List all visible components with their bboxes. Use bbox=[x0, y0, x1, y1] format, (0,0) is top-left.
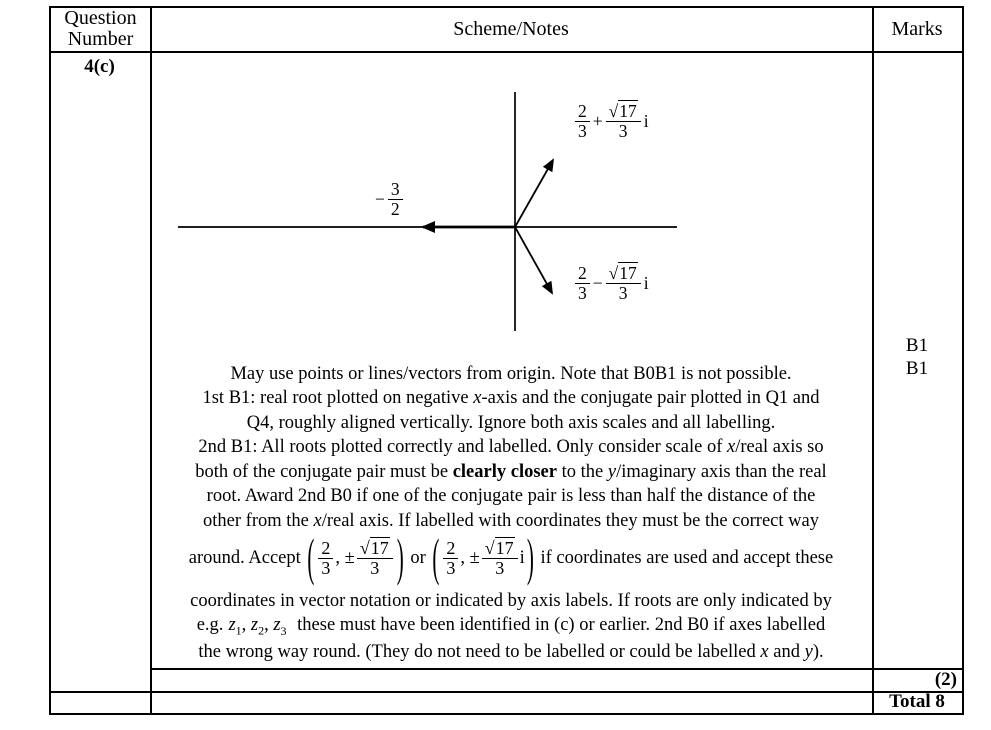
notes-line-2: 1st B1: real root plotted on negative x-axis and the conjugate pair plotted in Q1 and bbox=[202, 388, 820, 408]
mark-b1-first: B1 bbox=[905, 335, 929, 356]
notes-line-4: 2nd B1: All roots plotted correctly and labelled. Only consider scale of x/real axis so bbox=[198, 437, 824, 457]
total-marks: Total 8 bbox=[889, 691, 945, 712]
notes-line-3: Q4, roughly aligned vertically. Ignore both axis scales and all labelling. bbox=[246, 413, 776, 433]
imaginary-unit: i bbox=[643, 110, 649, 131]
notes-line-7: other from the x/real axis. If labelled with coordinates they must be the correct way bbox=[203, 511, 819, 531]
real-root-label bbox=[375, 180, 403, 219]
imaginary-unit: i bbox=[519, 548, 525, 568]
close-paren: ) bbox=[526, 527, 534, 587]
notes-line-6: root. Award 2nd B0 if one of the conjugate pair is less than half the distance of the bbox=[206, 486, 816, 506]
table-border-left bbox=[49, 6, 51, 715]
column-header-marks: Marks bbox=[891, 18, 943, 40]
table-border-right bbox=[962, 6, 964, 715]
total-row-divider bbox=[49, 691, 964, 693]
fraction-denominator: 3 bbox=[618, 120, 628, 141]
column-header-scheme-notes: Scheme/Notes bbox=[453, 18, 569, 40]
open-paren: ( bbox=[307, 527, 315, 587]
notes-line-8-accept-coordinates: around. Accept ( 2 3 , ± $\frac{√17}{3}$ ) or ( 2 3 , ± $\frac{√17}{3}$ i ) if coordinates are used and accept these bbox=[150, 530, 872, 587]
question-number: 4(c) bbox=[84, 56, 115, 77]
mark-b1-second: B1 bbox=[905, 358, 929, 379]
marks-awarded bbox=[872, 334, 962, 380]
fraction-denominator: 3 bbox=[578, 282, 587, 303]
column-header-question-number: Question Number bbox=[64, 7, 137, 50]
upper-root-label bbox=[575, 102, 649, 141]
notes-line-11: the wrong way round. (They do not need to be labelled or could be labelled x and y). bbox=[198, 642, 824, 662]
fraction-numerator: 3 bbox=[388, 180, 403, 200]
imaginary-unit: i bbox=[643, 272, 649, 293]
radical-sign: √ bbox=[608, 263, 619, 283]
argand-diagram bbox=[150, 50, 872, 360]
sqrt-numerator bbox=[606, 102, 641, 122]
fraction-numerator: 2 bbox=[575, 264, 590, 284]
radical-sign: √ bbox=[608, 101, 619, 121]
fraction-denominator: 3 bbox=[578, 120, 587, 141]
vector-lower-conjugate-root bbox=[515, 227, 552, 293]
fraction-denominator: 3 bbox=[618, 282, 628, 303]
minus-sign: − bbox=[375, 188, 385, 209]
notes-line-5: both of the conjugate pair must be clearly closer to the y/imaginary axis than the real bbox=[195, 462, 827, 482]
table-border-top bbox=[49, 6, 964, 8]
notes-line-10: e.g. $z_1$, $z_2$, $z_3$ these must have been identified in (c) or earlier. 2nd B0 if axes labelled bbox=[196, 615, 826, 638]
table-border-bottom bbox=[49, 713, 964, 715]
notes-line-1: May use points or lines/vectors from origin. Note that B0B1 is not possible. bbox=[230, 364, 792, 384]
notes-line-9: coordinates in vector notation or indicated by axis labels. If roots are only indicated by bbox=[190, 591, 832, 611]
vector-upper-conjugate-root bbox=[515, 160, 553, 227]
lower-root-label bbox=[575, 264, 649, 303]
fraction-numerator: 2 bbox=[575, 102, 590, 122]
part-total-row-divider bbox=[150, 668, 964, 670]
radicand: 17 bbox=[619, 101, 637, 121]
sqrt-numerator bbox=[606, 264, 641, 284]
open-paren: ( bbox=[432, 527, 440, 587]
part-total-marks: (2) bbox=[934, 669, 957, 690]
plus-sign: + bbox=[592, 110, 603, 131]
radicand: 17 bbox=[619, 263, 637, 283]
close-paren: ) bbox=[396, 527, 404, 587]
fraction-denominator: 2 bbox=[390, 198, 400, 219]
minus-sign: − bbox=[592, 272, 603, 293]
